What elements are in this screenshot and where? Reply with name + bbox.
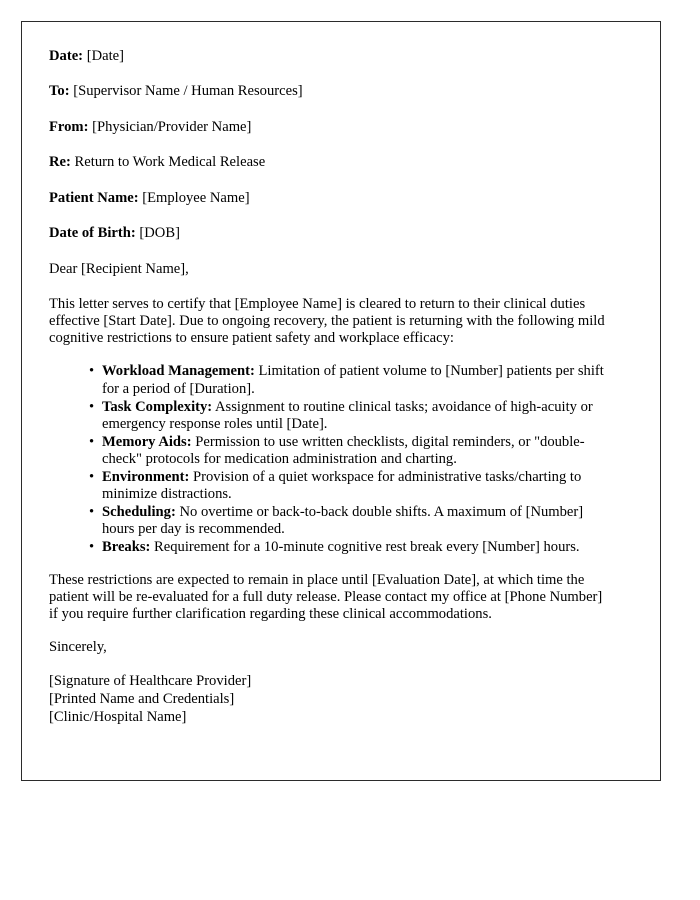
document-page-frame bbox=[21, 21, 661, 781]
salutation: Dear [Recipient Name], bbox=[49, 260, 189, 277]
header-field-patient-name bbox=[49, 191, 612, 206]
header-field-re bbox=[49, 155, 612, 170]
list-item bbox=[89, 469, 612, 503]
restriction-term: Memory Aids: bbox=[102, 433, 192, 450]
header-field-date-of-birth bbox=[49, 226, 612, 241]
restriction-detail: Limitation of patient volume to [Number] patients per shift for a period of [Duration]. bbox=[102, 363, 604, 397]
restriction-detail: Provision of a quiet workspace for administrative tasks/charting to minimize distractions. bbox=[102, 468, 582, 502]
restriction-term: Task Complexity: bbox=[102, 398, 213, 415]
header-field-date-of-birth-value: [DOB] bbox=[139, 225, 180, 242]
letter-body bbox=[49, 49, 612, 727]
restriction-detail: Requirement for a 10-minute cognitive rest break every [Number] hours. bbox=[154, 539, 580, 556]
list-item bbox=[89, 539, 612, 556]
signature-line-provider-signature: [Signature of Healthcare Provider] bbox=[49, 673, 252, 690]
header-field-to-value: [Supervisor Name / Human Resources] bbox=[73, 83, 303, 100]
restriction-detail: No overtime or back-to-back double shifts. A maximum of [Number] hours per day is recommended. bbox=[102, 503, 584, 538]
signature-block bbox=[49, 673, 612, 726]
header-field-to bbox=[49, 84, 612, 99]
header-field-date bbox=[49, 49, 612, 64]
signature-line-clinic-name: [Clinic/Hospital Name] bbox=[49, 709, 187, 725]
header-field-re-label: Re: bbox=[49, 154, 71, 171]
list-item bbox=[89, 504, 612, 538]
header-field-date-label: Date: bbox=[49, 48, 84, 64]
header-field-from-label: From: bbox=[49, 118, 89, 135]
list-item bbox=[89, 399, 612, 433]
intro-paragraph: This letter serves to certify that [Employee Name] is cleared to return to their clinical duties effective [Start Date]. Due to ongoing recovery, the patient is returning with the following mild cognitive restrictions to ensure patient safety and workplace efficacy: bbox=[49, 296, 605, 347]
list-item bbox=[89, 434, 612, 468]
closing-paragraph: These restrictions are expected to remain in place until [Evaluation Date], at which time the patient will be re-evaluated for a full duty release. Please contact my office at [Phone Number] if you require further clarification regarding these clinical accommodations. bbox=[49, 572, 603, 623]
header-field-date-value: [Date] bbox=[86, 48, 124, 64]
signature-line-printed-name: [Printed Name and Credentials] bbox=[49, 691, 235, 708]
restriction-term: Breaks: bbox=[102, 539, 151, 556]
header-field-from-value: [Physician/Provider Name] bbox=[92, 118, 252, 135]
restriction-term: Workload Management: bbox=[102, 363, 255, 380]
header-field-patient-name-value: [Employee Name] bbox=[142, 189, 250, 206]
restrictions-list bbox=[49, 363, 612, 556]
restriction-detail: Assignment to routine clinical tasks; avoidance of high-acuity or emergency response roles until [Date]. bbox=[102, 398, 593, 432]
closing-salutation: Sincerely, bbox=[49, 639, 107, 656]
header-field-date-of-birth-label: Date of Birth: bbox=[49, 225, 136, 242]
header-field-re-value: Return to Work Medical Release bbox=[74, 154, 266, 171]
header-field-patient-name-label: Patient Name: bbox=[49, 189, 139, 206]
header-field-to-label: To: bbox=[49, 83, 70, 100]
restriction-detail: Permission to use written checklists, digital reminders, or "double-check" protocols for medication administration and charting. bbox=[102, 433, 585, 467]
restriction-term: Environment: bbox=[102, 468, 190, 485]
header-field-from bbox=[49, 120, 612, 135]
list-item bbox=[89, 363, 612, 397]
restriction-term: Scheduling: bbox=[102, 503, 176, 520]
